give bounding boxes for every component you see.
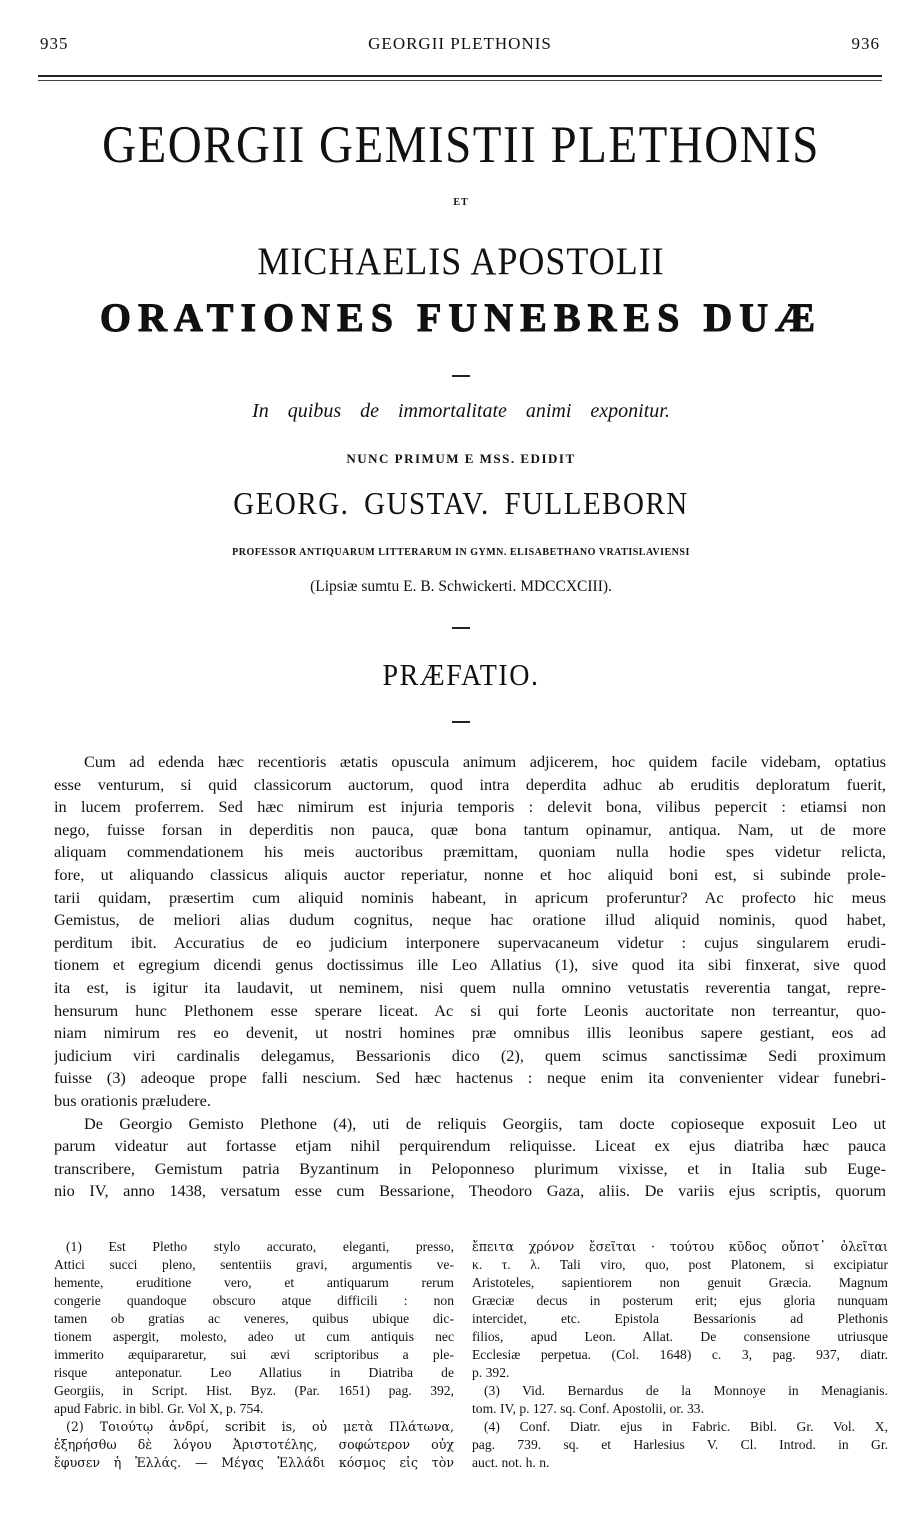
body-line: esse venturum, si quid classicorum auctorum, quod intra deperdita adhuc ab eruditis deploratum fuerit, <box>54 774 886 794</box>
footnote-line: Georgiis, in Script. Hist. Byz. (Par. 1651) pag. 392, <box>54 1383 454 1398</box>
footnote-line: (3) Vid. Bernardus de la Monnoye in Menagianis. <box>484 1383 888 1398</box>
editor-name: GEORG. GUSTAV. FULLEBORN <box>233 486 689 522</box>
footnote-line: tom. IV, p. 127. sq. Conf. Apostolii, or. 33. <box>472 1401 704 1416</box>
body-line: Gemistus, de meliori alias dudum cognitus, neque hac oratione illud aliquid nominis, quod habet, <box>54 910 886 930</box>
running-header <box>40 34 880 56</box>
body-line: fore, ut aliquando classicus aliquis auctor reperiatur, nonne et hoc aliquid boni est, si subinde prole- <box>54 864 886 884</box>
body-line: transcribere, Gemistum patria Byzantinum in Peloponneso plurimum vixisse, et in Italia sub Euge- <box>54 1158 886 1178</box>
body-line: nio IV, anno 1438, versatum esse cum Bessarione, Theodoro Gaza, aliis. De variis ejus scriptis, quorum <box>54 1181 886 1201</box>
body-line: niam nimirum res eo devenit, ut nostri homines præ omnibus illis leonibus sapere gestiant, eos ad <box>54 1023 886 1043</box>
footnote-line: intercidet, etc. Epistola Bessarionis ad Plethonis <box>472 1311 888 1326</box>
footnote-line: ἐξηρήσθω δὲ λόγου Ἀριστοτέλης, σοφώτερον οὐχ <box>54 1437 454 1452</box>
body-line: judicium viri cardinalis delegamus, Bessarionis dico (2), quem scimus sanctissimæ Sedi proximum <box>54 1045 886 1065</box>
body-line: parum videatur aut fortasse etjam nihil perquirendum reliquisse. Liceat ex ejus diatriba hæc pauca <box>54 1136 886 1156</box>
separator-dash <box>452 375 470 377</box>
preface-body <box>54 751 886 1203</box>
footnote-line: κ. τ. λ. Tali viro, quo, post Platonem, si excipiatur <box>472 1257 888 1272</box>
title-line-1: GEORGII GEMISTII PLETHONIS <box>102 115 820 175</box>
body-line: in lucem proferrem. Sed hæc nimirum est injuria temporis : delevit bona, vilibus pepercit : etiamsi non <box>54 797 886 817</box>
footnote-line: filios, apud Leon. Allat. De consensione utriusque <box>472 1329 888 1344</box>
footnote-line: apud Fabric. in bibl. Gr. Vol X, p. 754. <box>54 1401 264 1416</box>
body-line: bus orationis præludere. <box>54 1090 211 1110</box>
editor-title: PROFESSOR ANTIQUARUM LITTERARUM IN GYMN. ELISABETHANO VRATISLAVIENSI <box>232 547 690 558</box>
header-rule <box>38 75 882 77</box>
page-number-left: 935 <box>40 34 69 53</box>
footnote-line: Attici succi pleno, sententiis gravi, argumentis ve- <box>54 1257 454 1272</box>
imprint: (Lipsiæ sumtu E. B. Schwickerti. MDCCXCIII). <box>310 578 612 595</box>
body-line: Cum ad edenda hæc recentioris ætatis opuscula animum adjicerem, hoc quidem facile videbam, optatius <box>84 752 886 771</box>
body-line: fuisse (3) adeoque prope falli nescium. Sed hæc hactenus : neque enim ita convenienter videar funebri- <box>54 1068 886 1088</box>
footnotes-right-column <box>472 1238 888 1472</box>
subtitle: In quibus de immortalitate animi exponitur. <box>252 400 670 422</box>
title-conjunction: ET <box>453 197 469 208</box>
footnote-line: Græciæ decus in posterum erit; ejus gloria nunquam <box>472 1293 888 1308</box>
body-line: tarii quidam, præsertim cum aliquid nominis habeant, in apricum proferuntur? Ac profecto hic meus <box>54 887 886 907</box>
body-line: perditum ibit. Accuratius de eo judicium interponere supervacaneum videtur : cujus singularem erudi- <box>54 932 886 952</box>
separator-dash <box>452 721 470 723</box>
body-line: aliquam commendationem his meis auctoribus præmittam, quoniam nulla hodie spes videtur relicta, <box>54 842 886 862</box>
page-number-right: 936 <box>851 34 880 53</box>
title-line-2: MICHAELIS APOSTOLII <box>257 239 665 283</box>
footnote-line: immerito æquipararetur, sui ævi scriptoribus a ple- <box>54 1347 454 1362</box>
footnote-line: risque anteponatur. Leo Allatius in Diatriba de <box>54 1365 454 1380</box>
running-title: GEORGII PLETHONIS <box>368 34 552 53</box>
separator-dash <box>452 627 470 629</box>
footnote-line: pag. 739. sq. et Harlesius V. Cl. Introd. in Gr. <box>472 1437 888 1452</box>
footnote-line: congerie quandoque obscuro atque difficili : non <box>54 1293 454 1308</box>
footnote-line: (2) Τοιούτῳ ἀνδρί, scribit is, οὐ μετὰ Πλάτωνα, <box>66 1419 454 1434</box>
footnote-line: auct. not. h. n. <box>472 1455 550 1470</box>
footnote-line: Aristoteles, sapientiorem non genuit Græcia. Magnum <box>472 1275 888 1290</box>
footnote-line: (4) Conf. Diatr. ejus in Fabric. Bibl. Gr. Vol. X, <box>484 1419 888 1434</box>
body-line: hensurum hunc Plethonem esse sperare liceat. Ac si qui forte Leonis auctoritate non terreantur, quo- <box>54 1000 886 1020</box>
edition-note: NUNC PRIMUM E MSS. EDIDIT <box>346 451 576 466</box>
footnote-line: hemente, eruditione vero, et antiquarum rerum <box>54 1275 454 1290</box>
footnote-line: ἔπειτα χρόνον ἔσεῖται · τούτου κῦδος οὔποτ᾽ ὀλεῖται <box>472 1239 888 1254</box>
footnote-line: tamen ob gratias ac veneres, quibus ubique dic- <box>54 1311 454 1326</box>
footnote-line: p. 392. <box>472 1365 510 1380</box>
body-line: ita est, is igitur ita laudavit, ut neminem, nisi quem nulla omnino vetustatis reverentia tangat, repre- <box>54 977 886 997</box>
title-line-3: ORATIONES FUNEBRES DUÆ <box>99 295 823 340</box>
body-line: tionem et egregium dicendi genus doctissimus ille Leo Allatius (1), sive quod ita sibi finxerat, sive quod <box>54 955 886 975</box>
footnote-line: (1) Est Pletho stylo accurato, eleganti, presso, <box>66 1239 454 1254</box>
body-line: nego, fuisse forsan in deperditis non pauca, quæ bona tantum opinamur, antiqua. Nam, ut de more <box>54 819 886 839</box>
footnote-line: tionem aspergit, molesto, adeo ut cum antiquis nec <box>54 1329 454 1344</box>
footnote-line: Ecclesiæ perpetua. (Col. 1648) c. 3, pag. 937, diatr. <box>472 1347 888 1362</box>
footnote-line: ἔφυσεν ἡ Ἑλλάς. — Μέγας Ἑλλάδι κόσμος εἰς τὸν <box>54 1455 454 1470</box>
section-heading: PRÆFATIO. <box>382 658 540 693</box>
header-rule-thin <box>38 80 882 81</box>
footnotes-left-column <box>54 1238 454 1472</box>
body-line: De Georgio Gemisto Plethone (4), uti de reliquis Georgiis, tam docte copioseque exposuit Leo ut <box>84 1113 886 1133</box>
